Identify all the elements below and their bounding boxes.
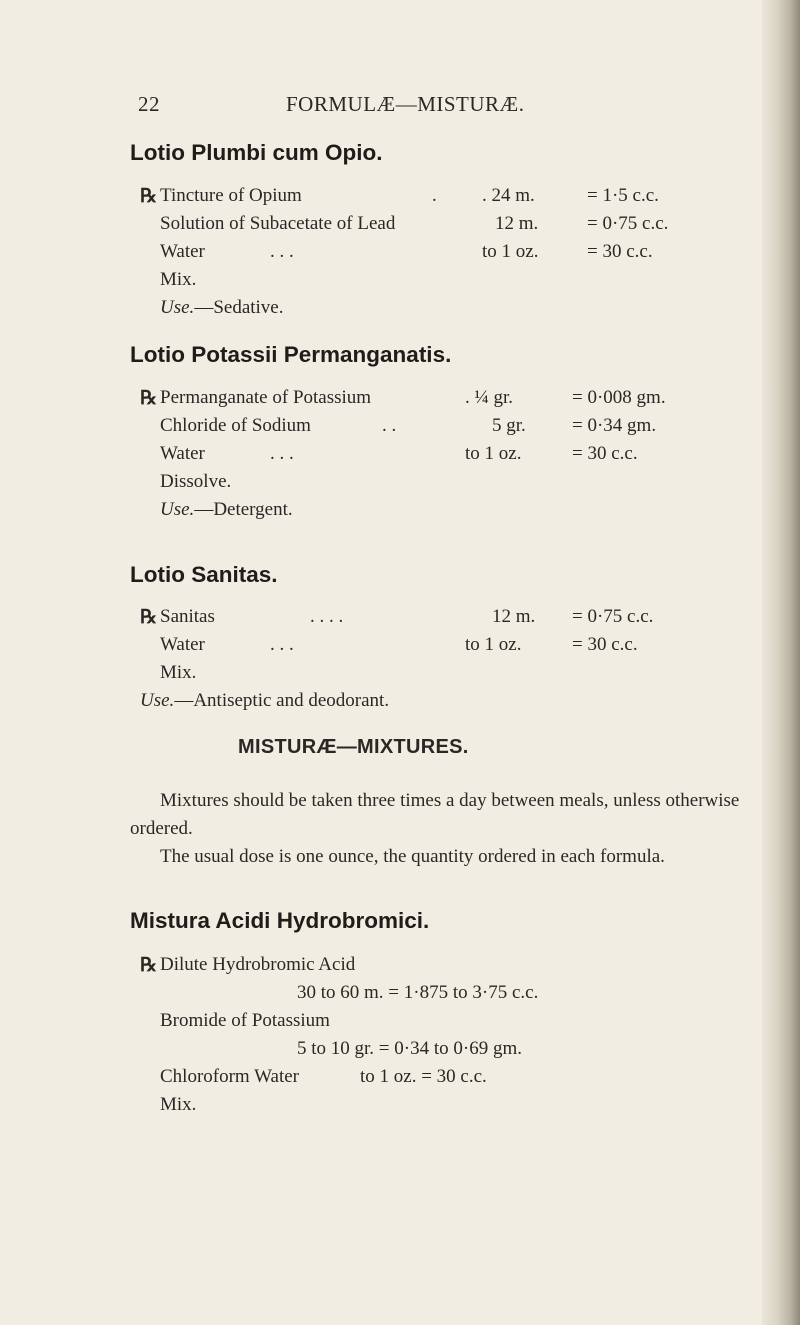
recipe-title: Lotio Sanitas. [130,562,278,587]
use-line [160,499,720,527]
ingredient-name: Permanganate of Potassium [160,387,372,408]
section-intro [130,787,740,871]
metric-equivalent: = 0·34 gm. [572,415,657,436]
ingredient-name: Bromide of Potassium [160,1010,330,1031]
ingredient-quantity: . 24 m. [482,185,535,206]
ingredient-row [140,606,720,634]
leader-dots: . [432,185,437,206]
ingredient-name: Tincture of Opium [160,185,302,206]
leader-dots: . . . [270,634,294,655]
direction-text: Mix. [160,269,197,290]
ingredient-row [160,1010,720,1038]
ingredient-name: Water [160,634,205,655]
direction-text: Mix. [160,662,197,683]
use-label: Use. [140,690,175,711]
metric-equivalent: = 1·5 c.c. [587,185,659,206]
ingredient-row [160,1066,720,1094]
amount-text: 30 to 60 m. = 1·875 to 3·75 c.c. [297,982,539,1003]
direction [160,471,720,499]
amount-text: 5 to 10 gr. = 0·34 to 0·69 gm. [297,1038,522,1059]
ingredient-quantity: 5 gr. [492,415,526,436]
ingredient-row [160,415,720,443]
page-edge-shadow [762,0,800,1325]
running-title: FORMULÆ—MISTURÆ. [286,92,525,116]
ingredient-name: Dilute Hydrobromic Acid [160,954,356,975]
metric-equivalent: = 0·008 gm. [572,387,666,408]
ingredient-name: Sanitas [160,606,215,627]
amount-text: to 1 oz. = 30 c.c. [360,1066,487,1087]
rx-symbol: ℞ [140,607,158,628]
leader-dots: . . . [270,241,294,262]
use-line [140,690,700,718]
metric-equivalent: = 30 c.c. [572,443,638,464]
direction [160,269,720,297]
ingredient-quantity: to 1 oz. [465,443,522,464]
recipe-title: Lotio Potassii Permanganatis. [130,342,452,367]
ingredient-name: Water [160,443,205,464]
ingredient-name: Water [160,241,205,262]
metric-equivalent: = 30 c.c. [587,241,653,262]
leader-dots: . . [382,415,397,436]
ingredient-name: Chloride of Sodium [160,415,311,436]
section-heading: MISTURÆ—MIXTURES. [238,736,469,758]
use-text: —Sedative. [194,297,284,318]
metric-equivalent: = 30 c.c. [572,634,638,655]
ingredient-row [160,241,720,269]
paragraph: The usual dose is one ounce, the quantity ordered in each formula. [160,846,665,867]
use-text: —Detergent. [194,499,293,520]
ingredient-row [160,634,720,662]
direction [160,1094,720,1122]
metric-equivalent: = 0·75 c.c. [587,213,669,234]
use-label: Use. [160,297,195,318]
ingredient-quantity: 12 m. [492,606,536,627]
rx-symbol: ℞ [140,388,158,409]
ingredient-quantity: to 1 oz. [465,634,522,655]
rx-symbol: ℞ [140,186,158,207]
ingredient-amount [160,1038,720,1066]
ingredient-row [140,185,720,213]
ingredient-quantity: 12 m. [495,213,539,234]
ingredient-name: Solution of Subacetate of Lead [160,213,396,234]
leader-dots: . . . . [310,606,344,627]
ingredient-row [140,954,720,982]
direction-text: Dissolve. [160,471,232,492]
ingredient-quantity: to 1 oz. [482,241,539,262]
ingredient-row [160,213,720,241]
leader-dots: . . . [270,443,294,464]
ingredient-row [140,387,720,415]
direction [160,662,720,690]
paragraph: Mixtures should be taken three times a day between meals, unless otherwise ordered. [130,790,740,839]
rx-symbol: ℞ [140,955,158,976]
use-label: Use. [160,499,195,520]
page-number: 22 [138,92,160,116]
ingredient-quantity: . ¼ gr. [465,387,514,408]
ingredient-row [160,443,720,471]
metric-equivalent: = 0·75 c.c. [572,606,654,627]
ingredient-amount [160,982,720,1010]
direction-text: Mix. [160,1094,197,1115]
use-line [160,297,720,325]
ingredient-name: Chloroform Water [160,1066,300,1087]
use-text: —Antiseptic and deodorant. [174,690,390,711]
recipe-title: Mistura Acidi Hydrobromici. [130,908,430,933]
recipe-title: Lotio Plumbi cum Opio. [130,140,383,165]
